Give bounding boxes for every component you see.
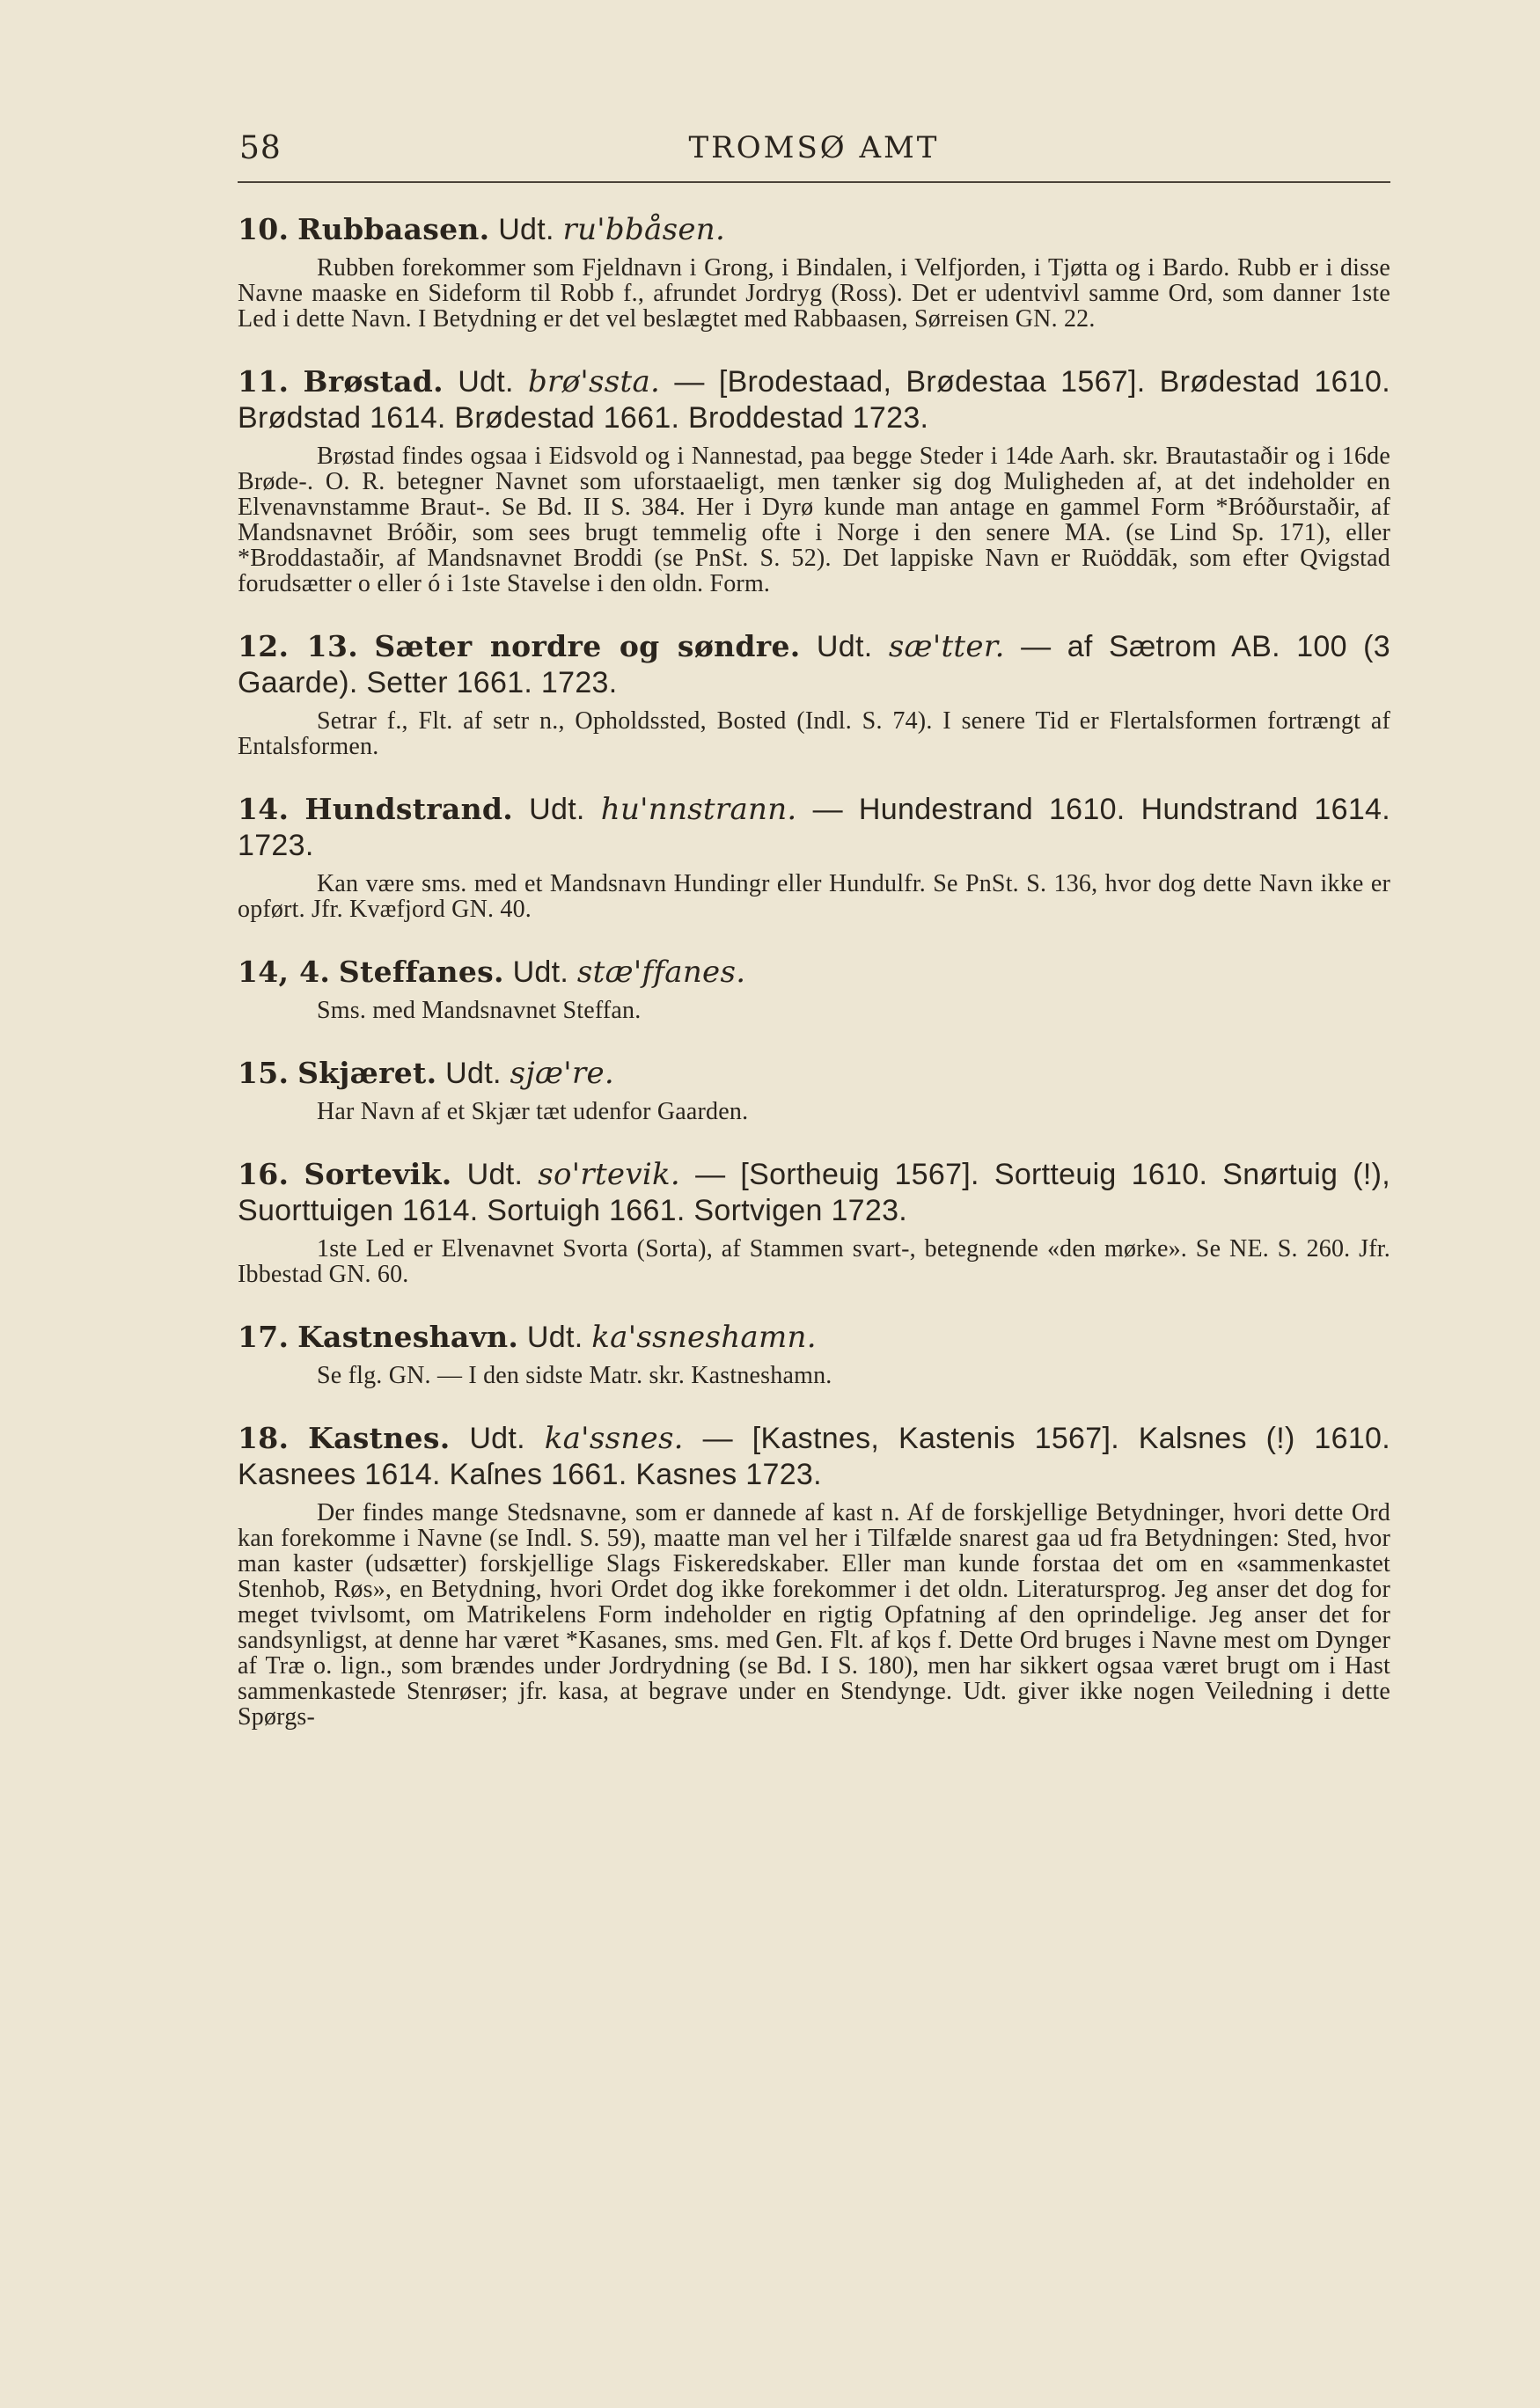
entry-number: 14. (238, 792, 290, 826)
entry-text: Der findes mange Stedsnavne, som er dannede af kast n. Af de forskjellige Betydninger, hvori dette Ord kan forekomme i Navne (se Indl. S. 59), maatte man vel her i Tilfælde snarest gaa ud fra Betydningen: Sted, hvor man kaster (udsætter) forskjellige Slags Fiskeredskaber. Eller man kunde forstaa det om en «sammenkastet Stenhob, Røs», en Betydning, hvori Ordet dog ikke forekommer i det oldn. Literatursprog. Jeg anser det dog for meget tvivlsomt, om Matrikelens Form indeholder en rigtig Opfatning af den oprindelige. Jeg anser det for sandsynligst, at denne har været *Kasanes, sms. med Gen. Flt. af kǫs f. Dette Ord bruges i Navne mest om Dynger af Træ o. lign., som brændes under Jordrydning (se Bd. I S. 180), men har sikkert ogsaa været brugt om i Hast sammenkastede Stenrøser; jfr. kasa, at begrave under en Stendynge. Udt. giver ikke nogen Veiledning i dette Spørgs- (238, 1499, 1390, 1731)
pronunciation: sæ'tter. (888, 629, 1005, 664)
entry-number: 17. (238, 1320, 290, 1354)
historical-forms: — Hundestrand 1610. Hundstrand 1614. 1723. (238, 793, 1391, 862)
entry-text: Setrar f., Flt. af setr n., Opholdssted, Bosted (Indl. S. 74). I senere Tid er Flertalsformen fortrængt af Entalsformen. (238, 707, 1390, 760)
entry-name: Hundstrand. (304, 792, 514, 826)
pronunciation: ka'ssnes. (544, 1421, 684, 1456)
entry-text: Brøstad findes ogsaa i Eidsvold og i Nannestad, paa begge Steder i 14de Aarh. skr. Brautastaðir og i 16de Brøde-. O. R. betegner Navnet som uforstaaeligt, men tænker sig dog Muligheden af, at det indeholder en Elvenavnstamme Braut-. Se Bd. II S. 384. Her i Dyrø kunde man antage en gammel Form *Bróðurstaðir, af Mandsnavnet Bróðir, som sees brugt temmelig ofte i Norge i den senere MA. (se Lind Sp. 171), eller *Broddastaðir, af Mandsnavnet Broddi (se PnSt. S. 52). Det lappiske Navn er Ruöddāk, som efter Qvigstad forudsætter o eller ó i 1ste Stavelse i den oldn. Form. (238, 443, 1390, 597)
entry-text: Kan være sms. med et Mandsnavn Hundingr eller Hundulfr. Se PnSt. S. 136, hvor dog dette Navn ikke er opført. Jfr. Kvæfjord GN. 40. (238, 870, 1390, 923)
entry-heading (238, 954, 1390, 991)
entry-heading (238, 1156, 1390, 1229)
udt-label: Udt. (466, 1158, 524, 1191)
entry-14-4 (238, 954, 1390, 1023)
entry-heading (238, 1319, 1390, 1356)
entry-16 (238, 1156, 1390, 1287)
page-body (238, 211, 1390, 1730)
entry-heading (238, 211, 1390, 248)
udt-label: Udt. (526, 1321, 583, 1354)
udt-label: Udt. (498, 213, 554, 246)
running-title: TROMSØ AMT (688, 130, 940, 165)
entry-number: 15. (238, 1056, 290, 1090)
entry-11 (238, 363, 1390, 597)
entry-name: Sæter nordre og søndre. (374, 629, 801, 663)
entry-text: Rubben forekommer som Fjeldnavn i Grong, i Bindalen, i Velfjorden, i Tjøtta og i Bardo. Rubb er i disse Navne maaske en Sideform til Robb f., afrundet Jordryg (Ross). Det er udentvivl samme Ord, som danner 1ste Led i dette Navn. I Betydning er det vel beslægtet med Rabbaasen, Sørreisen GN. 22. (238, 254, 1390, 333)
pronunciation: ka'ssneshamn. (591, 1320, 817, 1355)
entry-14 (238, 791, 1390, 922)
entry-number: 16. (238, 1157, 290, 1191)
historical-forms: — af Sætrom AB. 100 (3 Gaarde). Setter 1661. 1723. (238, 630, 1390, 699)
udt-label: Udt. (458, 365, 514, 399)
historical-forms: — [Brodestaad, Brødestaa 1567]. Brødestad 1610. Brødstad 1614. Brødestad 1661. Broddestad 1723. (238, 365, 1391, 435)
entry-15 (238, 1055, 1390, 1124)
entry-number: 18. (238, 1421, 290, 1455)
entry-10 (238, 211, 1390, 332)
entry-17 (238, 1319, 1390, 1388)
entry-number: 14, 4. (238, 955, 331, 989)
pronunciation: so'rtevik. (538, 1157, 681, 1192)
entry-number: 10. (238, 212, 290, 246)
pronunciation: sjæ're. (510, 1056, 615, 1091)
entry-12-13 (238, 628, 1390, 759)
udt-label: Udt. (469, 1422, 525, 1455)
entry-text: 1ste Led er Elvenavnet Svorta (Sorta), af Stammen svart-, betegnende «den mørke». Se NE. S. 260. Jfr. Ibbestad GN. 60. (238, 1235, 1390, 1288)
udt-label: Udt. (529, 793, 585, 826)
page-number: 58 (239, 130, 282, 166)
entry-heading (238, 363, 1390, 436)
udt-label: Udt. (816, 630, 873, 663)
entry-18 (238, 1420, 1390, 1730)
pronunciation: stæ'ffanes. (576, 955, 746, 990)
entry-text: Se flg. GN. — I den sidste Matr. skr. Kastneshamn. (317, 1362, 832, 1389)
udt-label: Udt. (445, 1057, 502, 1090)
entry-name: Skjæret. (297, 1056, 437, 1090)
entry-number: 12. 13. (238, 629, 358, 663)
entry-heading (238, 628, 1390, 701)
entry-name: Rubbaasen. (297, 212, 490, 246)
pronunciation: hu'nnstrann. (600, 792, 797, 827)
entry-number: 11. (238, 364, 290, 399)
entry-name: Kastneshavn. (297, 1320, 519, 1354)
pronunciation: ru'bbåsen. (562, 212, 726, 247)
entry-name: Kastnes. (308, 1421, 451, 1455)
entry-heading (238, 791, 1390, 864)
udt-label: Udt. (512, 955, 569, 989)
entry-heading (238, 1055, 1390, 1092)
pronunciation: brø'ssta. (527, 364, 661, 399)
header-rule (238, 181, 1390, 183)
historical-forms: — [Kastnes, Kastenis 1567]. Kalsnes (!) 1610. Kasnees 1614. Kaſnes 1661. Kasnes 1723. (238, 1422, 1391, 1491)
entry-name: Brøstad. (303, 364, 444, 399)
page-header (238, 130, 1390, 183)
entry-heading (238, 1420, 1390, 1493)
historical-forms: — [Sortheuig 1567]. Sortteuig 1610. Snørtuig (!), Suorttuigen 1614. Sortuigh 1661. Sortvigen 1723. (238, 1158, 1390, 1227)
entry-name: Sortevik. (304, 1157, 452, 1191)
entry-text: Sms. med Mandsnavnet Steffan. (317, 997, 642, 1024)
entry-name: Steffanes. (338, 955, 504, 989)
entry-text: Har Navn af et Skjær tæt udenfor Gaarden. (317, 1098, 749, 1125)
